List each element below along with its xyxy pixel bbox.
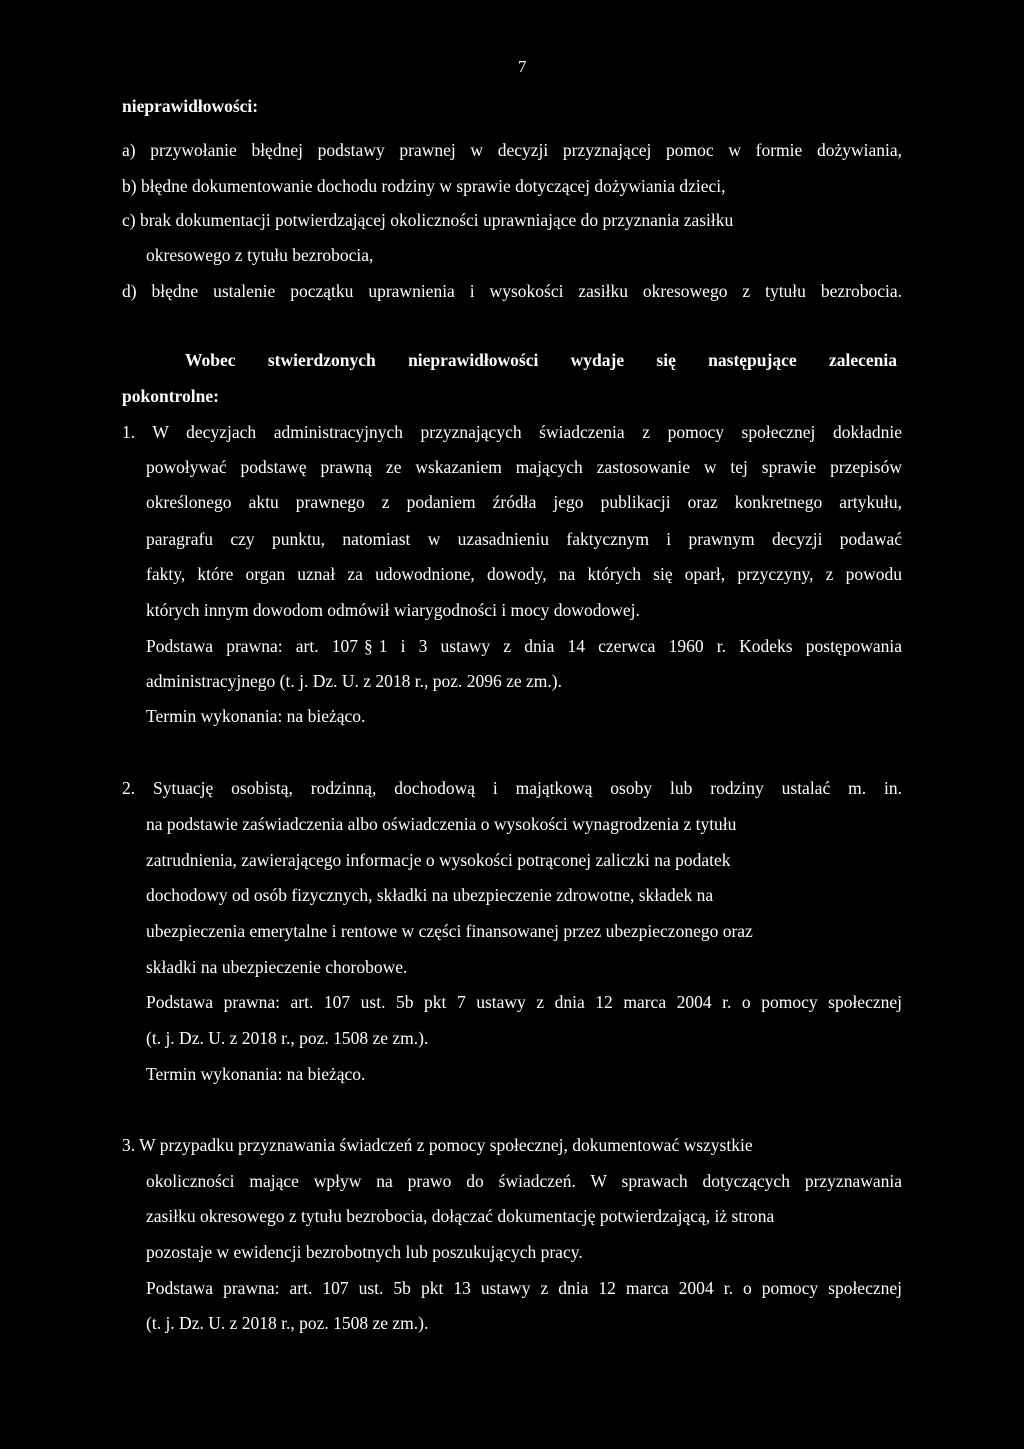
recommendations-intro xyxy=(185,350,897,371)
item1-line: paragrafu czy punktu, natomiast w uzasadnieniu faktycznym i prawnym decyzji podawać xyxy=(146,529,902,549)
recommendations-intro-line2: pokontrolne: xyxy=(122,386,219,406)
item2-line: składki na ubezpieczenie chorobowe. xyxy=(146,957,408,977)
intro-word: Wobec xyxy=(185,350,236,370)
intro-word: następujące xyxy=(708,350,797,370)
finding-b: b) błędne dokumentowanie dochodu rodziny w sprawie dotyczącej dożywiania dzieci, xyxy=(122,176,726,196)
item1-legal-basis: Podstawa prawna: art. 107 § 1 i 3 ustawy z dnia 14 czerwca 1960 r. Kodeks postępowania xyxy=(146,636,902,656)
intro-word: się xyxy=(656,350,676,370)
findings-heading: nieprawidłowości: xyxy=(122,96,259,116)
section-sign: § xyxy=(363,636,373,656)
item3-line: pozostaje w ewidencji bezrobotnych lub poszukujących pracy. xyxy=(146,1242,583,1262)
intro-word: nieprawidłowości xyxy=(408,350,539,370)
item1-line: fakty, które organ uznał za udowodnione, dowody, na których się oparł, przyczyny, z powodu xyxy=(146,564,902,584)
item2-line: na podstawie zaświadczenia albo oświadczenia o wysokości wynagrodzenia z tytułu xyxy=(146,814,737,834)
page-number: 7 xyxy=(518,57,527,76)
item3-line: zasiłku okresowego z tytułu bezrobocia, dołączać dokumentację potwierdzającą, iż strona xyxy=(146,1206,775,1226)
item2-line: ubezpieczenia emerytalne i rentowe w części finansowanej przez ubezpieczonego oraz xyxy=(146,921,753,941)
item2-line: zatrudnienia, zawierającego informacje o wysokości potrąconej zaliczki na podatek xyxy=(146,850,731,870)
finding-a: a) przywołanie błędnej podstawy prawnej w decyzji przyznającej pomoc w formie dożywiania, xyxy=(122,140,902,160)
item2-deadline: Termin wykonania: na bieżąco. xyxy=(146,1064,366,1084)
intro-word: zalecenia xyxy=(828,350,897,370)
item1-line: których innym dowodom odmówił wiarygodności i mocy dowodowej. xyxy=(146,600,640,620)
item1-deadline: Termin wykonania: na bieżąco. xyxy=(146,706,366,726)
item1-line: określonego aktu prawnego z podaniem źródła jego publikacji oraz konkretnego artykułu, xyxy=(146,492,902,512)
item1-line: 1. W decyzjach administracyjnych przyznających świadczenia z pomocy społecznej dokładnie xyxy=(122,422,902,442)
intro-word: stwierdzonych xyxy=(267,350,376,370)
item2-line: 2. Sytuację osobistą, rodzinną, dochodową i majątkową osoby lub rodziny ustalać m. in. xyxy=(122,778,902,798)
item2-legal-basis: Podstawa prawna: art. 107 ust. 5b pkt 7 ustawy z dnia 12 marca 2004 r. o pomocy społecznej xyxy=(146,992,902,1012)
item2-line: dochodowy od osób fizycznych, składki na ubezpieczenie zdrowotne, składek na xyxy=(146,885,714,905)
item3-legal-basis-line2: (t. j. Dz. U. z 2018 r., poz. 1508 ze zm.). xyxy=(146,1313,429,1333)
item1-line: powoływać podstawę prawną ze wskazaniem mających zastosowanie w tej sprawie przepisów xyxy=(146,457,902,477)
finding-c-continued: okresowego z tytułu bezrobocia, xyxy=(146,245,374,265)
item1-legal-basis-line2: administracyjnego (t. j. Dz. U. z 2018 r., poz. 2096 ze zm.). xyxy=(146,671,563,691)
intro-word: wydaje xyxy=(570,350,625,370)
item2-legal-basis-line2: (t. j. Dz. U. z 2018 r., poz. 1508 ze zm.). xyxy=(146,1028,429,1048)
item3-line: 3. W przypadku przyznawania świadczeń z pomocy społecznej, dokumentować wszystkie xyxy=(122,1135,753,1155)
finding-d: d) błędne ustalenie początku uprawnienia i wysokości zasiłku okresowego z tytułu bezrobocia. xyxy=(122,281,902,301)
finding-c: c) brak dokumentacji potwierdzającej okoliczności uprawniające do przyznania zasiłku xyxy=(122,210,734,230)
item3-line: okoliczności mające wpływ na prawo do świadczeń. W sprawach dotyczących przyznawania xyxy=(146,1171,902,1191)
item3-legal-basis: Podstawa prawna: art. 107 ust. 5b pkt 13 ustawy z dnia 12 marca 2004 r. o pomocy społecznej xyxy=(146,1278,902,1298)
